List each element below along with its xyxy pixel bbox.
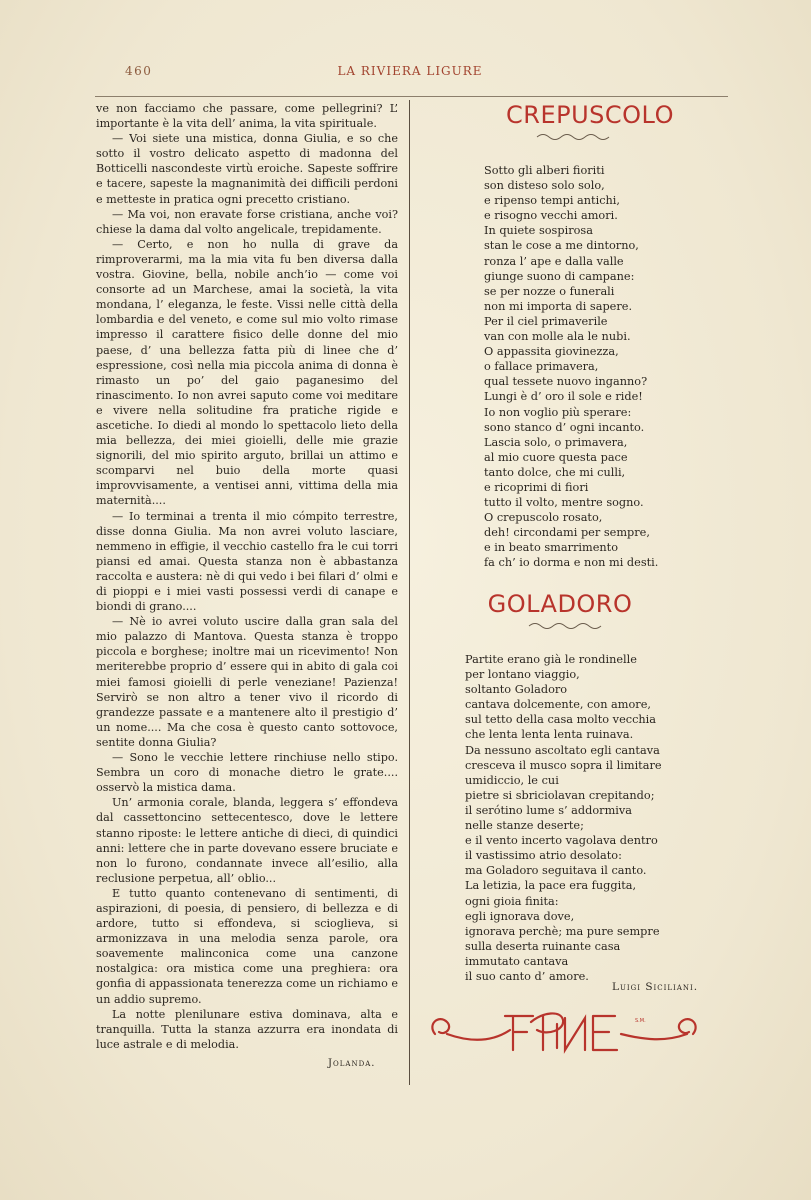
poem-line: sul tetto della casa molto vecchia [465,713,657,727]
poem-line: La letizia, la pace era fuggita, [465,879,637,893]
poem-line: O crepuscolo rosato, [484,511,603,525]
running-title: LA RIVIERA LIGURE [337,64,483,78]
poem-line: e il vento incerto vagolava dentro [465,834,658,848]
prose-paragraph: — Sono le vecchie lettere rinchiuse nello stipo. Sembra un coro di monache dietro le grate.... osservò la mistica dama. [96,751,398,795]
poem-line: immutato cantava [465,954,569,968]
prose-paragraph: — Voi siete una mistica, donna Giulia, e so che sotto il vostro delicato aspetto di madonna del Botticelli nascondeste virtù eroiche. Sapeste soffrire e tacere, sapeste la magnanimità dei difficili perdoni e metteste in pratica ogni precetto cristiano. [96,132,398,206]
prose-paragraph: — Certo, e non ho nulla di grave da rimproverarmi, ma la mia vita fu ben diversa dalla vostra. Giovine, bella, nobile anch’io — come voi consorte ad un Marchese, amai la società, la vita mondana, l’ eleganza, le feste. Vissi nelle città della lombardia e del veneto, e come sul mio volto rimase impresso il carattere fisico delle donne del mio paese, d’ una bellezza fatta più di linee che d’ espressione, così nella mia piccola anima di donna è rimasto un po’ del gaio paganesimo del rinascimento. Io non avrei saputo come voi meditare e vivere nella solitudine fra pratiche rigide e ascetiche. Io diedi al mondo lo spettacolo lieto della mia bellezza, dei miei gioielli, delle mie grazie signorili, del mio spirito arguto, brillai un attimo e scomparvi nel buio della morte quasi improvvisamente, a ventisei anni, vittima della mia maternità.... [96,237,398,508]
poem-line: stan le cose a me dintorno, [484,239,639,253]
poem-title-crepuscolo: CREPUSCOLO [506,101,674,129]
poem-line: Da nessuno ascoltato egli cantava [465,743,660,757]
poem-goladoro [465,652,662,984]
poem-line: e in beato smarrimento [484,541,619,555]
poem-line: Sotto gli alberi fioriti [484,164,605,177]
title-flourish-icon [535,131,611,141]
prose-paragraph: E tutto quanto contenevano di sentimenti, di aspirazioni, di poesia, di pensiero, di bellezza e di ardore, tutto si effondeva, si scioglieva, si armonizzava in una melodia senza parole, ora soavemente malinconica come una canzone nostalgica: ora mistica come una preghiera: ora gonfia di appassionata tenerezza come un richiamo e un addio supremo. [96,886,398,1006]
title-flourish-icon [527,620,603,630]
poem-line: cresceva il musco sopra il limitare [465,758,662,772]
poem-line: il vastissimo atrio desolato: [465,849,622,863]
poem-line: qual tessete nuovo inganno? [484,375,648,389]
poem-line: ma Goladoro seguitava il canto. [465,864,647,878]
poem-line: In quiete sospirosa [484,224,593,238]
prose-paragraph: — Nè io avrei voluto uscire dalla gran sala del mio palazzo di Mantova. Questa stanza è troppo piccola e borghese; inoltre mai un ricevimento! Non meriterebbe proprio d’ essere qui in abito di gala coi miei famosi gioielli di perle veneziane! Pazienza! Servirò se non altro a tener vivo il ricordo di grandezze passate e a mantenere alto il prestigio d’ un nome.... Ma che cosa è questo canto sottovoce, sentite donna Giulia? [96,615,398,749]
poem-line: che lenta lenta lenta ruinava. [465,728,634,742]
poem-line: egli ignorava dove, [465,909,575,923]
poem-line: cantava dolcemente, con amore, [465,698,651,712]
poem-line: umidiccio, le cui [465,773,559,787]
column-divider [409,100,410,1085]
poem-line: e risogno vecchi amori. [484,209,618,223]
poem-line: e ricoprimi di fiori [484,480,589,494]
poem-line: il serótino lume s’ addormiva [465,803,633,817]
poem-line: sulla deserta ruinante casa [465,939,621,953]
poem-line: giunge suono di campane: [484,269,635,283]
poem-line: tanto dolce, che mi culli, [484,465,626,479]
page-header [95,60,725,82]
prose-paragraph: La notte plenilunare estiva dominava, alta e tranquilla. Tutta la stanza azzurra era inondata di luce astrale e di melodia. [96,1007,398,1051]
poem-signature: Luigi Siciliani. [612,981,699,993]
poem-line: tutto il volto, mentre sogno. [484,496,644,510]
fine-ornament-icon [425,1000,715,1062]
prose-paragraph: ve non facciamo che passare, come pellegrini? L’ importante è la vita dell’ anima, la vita spirituale. [96,102,398,131]
poem-line: ronza l’ ape e dalla valle [484,254,624,268]
poem-line: sono stanco d’ ogni incanto. [484,420,645,434]
poem-line: fa ch’ io dorma e non mi desti. [484,556,659,570]
poem-line: al mio cuore questa pace [484,450,628,464]
poem-line: ogni gioia finita: [465,894,559,908]
poem-line: se per nozze o funerali [484,284,615,298]
poem-title-goladoro: GOLADORO [487,590,633,618]
poem-line: non mi importa di sapere. [484,299,633,313]
poem-crepuscolo [484,163,658,571]
poem-line: o fallace primavera, [484,360,599,374]
prose-column [96,101,398,1052]
prose-paragraph: — Io terminai a trenta il mio cómpito terrestre, disse donna Giulia. Ma non avrei voluto lasciare, nemmeno in effigie, il vecchio castello fra le cui torri piansi ed amai. Questa stanza non è abbastanza raccolta e austera: nè di qui vedo i bei filari d’ olmi e di pioppi e i miei vasti possessi verdi di canape e biondi di grano.... [96,509,398,614]
poem-line: ignorava perchè; ma pure sempre [465,924,660,938]
poem-line: e ripenso tempi antichi, [484,194,621,208]
poem-line: O appassita giovinezza, [484,345,619,359]
prose-signature: Jolanda. [328,1058,376,1069]
poem-line: Lungi è d’ oro il sole e ride! [484,390,643,404]
poem-line: deh! circondami per sempre, [484,526,650,540]
poem-line: pietre si sbriciolavan crepitando; [465,788,655,802]
poem-line: Partite erano già le rondinelle [465,653,637,666]
poem-line: Lascia solo, o primavera, [484,435,628,449]
poem-line: soltanto Goladoro [465,683,568,697]
header-rule [95,96,728,97]
poem-line: van con molle ala le nubi. [484,330,631,344]
poem-line: son disteso solo solo, [484,179,605,193]
prose-paragraph: Un’ armonia corale, blanda, leggera s’ effondeva dal cassettoncino settecentesco, dove le lettere stanno riposte: le lettere antiche di dieci, di quindici anni: lettere che in parte dovevano essere bruciate e non lo furono, condannate invece all’esilio, alla reclusione perpetua, all’ oblio... [96,796,398,885]
poem-line: Per il ciel primaverile [484,314,608,328]
svg-text:S.M.: S.M. [635,1018,646,1024]
page-number: 460 [125,64,153,78]
poem-line: nelle stanze deserte; [465,819,584,833]
poem-line: per lontano viaggio, [465,668,580,682]
poem-line: Io non voglio più sperare: [484,405,632,419]
prose-paragraph: — Ma voi, non eravate forse cristiana, anche voi? chiese la dama dal volto angelicale, trepidamente. [96,207,398,236]
poem-line: il suo canto d’ amore. [465,969,589,983]
